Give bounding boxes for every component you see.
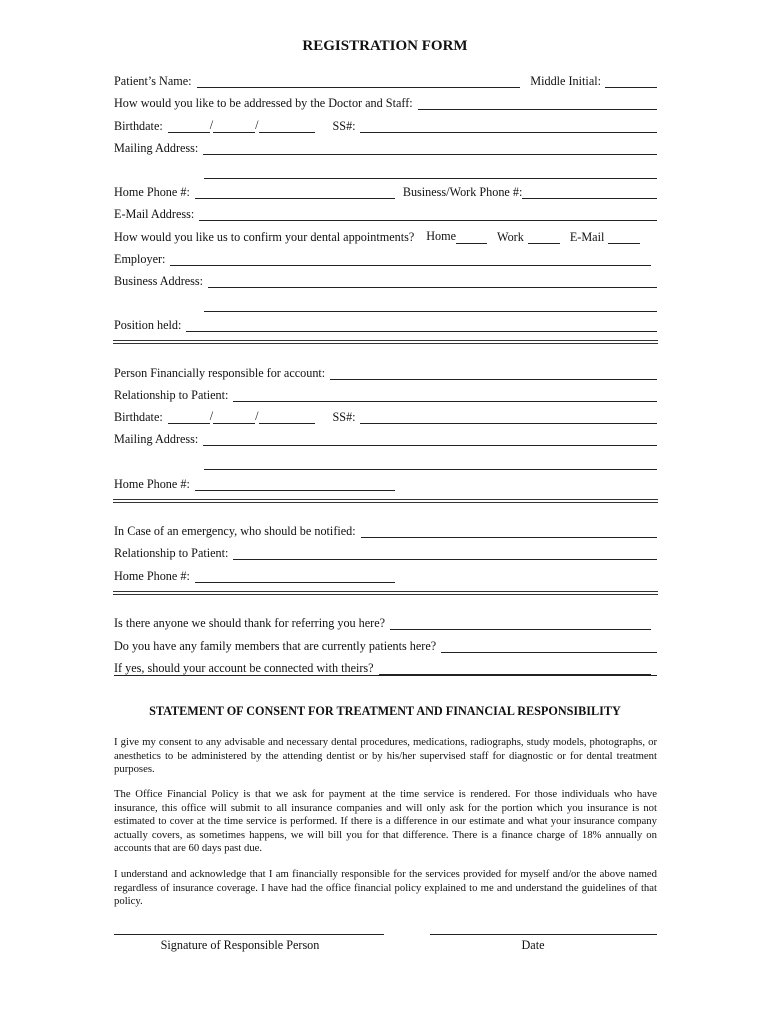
mailing-address-field[interactable] xyxy=(203,142,657,155)
section-divider xyxy=(113,499,658,503)
business-address-field[interactable] xyxy=(208,275,657,288)
emergency-relationship-row xyxy=(114,544,657,560)
patient-phone-row xyxy=(114,183,657,199)
email-field[interactable] xyxy=(199,208,657,221)
financial-birthdate-label: Birthdate: xyxy=(114,410,163,424)
date-label: Date xyxy=(521,938,545,952)
financial-birth-month-field[interactable] xyxy=(168,411,210,424)
acknowledgement-paragraph: I understand and acknowledge that I am financially responsible for the services provided for myself and/or the above named regardless of insurance coverage. I have had the office financial policy explained to me and understand the guidelines of that policy. xyxy=(114,868,657,908)
patient-mailing-row xyxy=(114,139,657,155)
emergency-phone-row xyxy=(114,567,657,583)
mailing-address-field-line2[interactable] xyxy=(204,178,657,179)
financial-birth-day-field[interactable] xyxy=(213,411,255,424)
confirm-home-label: Home xyxy=(426,229,457,243)
financial-ssn-field[interactable] xyxy=(360,411,657,424)
emergency-label: In Case of an emergency, who should be notified: xyxy=(114,524,356,538)
connected-field[interactable] xyxy=(379,662,651,675)
email-row xyxy=(114,205,657,221)
section-divider xyxy=(113,340,658,344)
confirm-email-label: E-Mail xyxy=(569,230,605,244)
birth-day-field[interactable] xyxy=(213,120,255,133)
family-label: Do you have any family members that are currently patients here? xyxy=(114,639,437,653)
financial-mailing-field-line2[interactable] xyxy=(204,469,657,470)
section-divider xyxy=(113,591,658,595)
work-phone-label: Business/Work Phone #: xyxy=(402,185,523,199)
financial-birth-year-field[interactable] xyxy=(259,411,315,424)
middle-initial-label: Middle Initial: xyxy=(530,74,601,88)
email-label: E-Mail Address: xyxy=(114,207,195,221)
financial-mailing-label: Mailing Address: xyxy=(114,432,199,446)
financial-person-field[interactable] xyxy=(330,367,657,380)
position-label: Position held: xyxy=(114,318,182,332)
emergency-relationship-field[interactable] xyxy=(233,547,657,560)
financial-relationship-field[interactable] xyxy=(233,389,657,402)
date-separator: / xyxy=(209,118,214,132)
birthdate-label: Birthdate: xyxy=(114,119,163,133)
mailing-address-label: Mailing Address: xyxy=(114,141,199,155)
ssn-label: SS#: xyxy=(332,119,356,133)
financial-person-row xyxy=(114,364,657,380)
position-row xyxy=(114,316,657,332)
middle-initial-field[interactable] xyxy=(605,75,657,88)
financial-person-label: Person Financially responsible for account: xyxy=(114,366,326,380)
financial-policy-paragraph: The Office Financial Policy is that we ask for payment at the time service is rendered. For those individuals who have insurance, this office will submit to all insurance companies and will only ask for the portion which you insurance is not estimated to cover at the time service is performed. If there is a difference in our estimate and what your insurance company actually covers, as sometimes happens, we will bill you for that difference. There is a finance charge of 18% annually on accounts that are 60 days past due. xyxy=(114,788,657,855)
business-address-field-line2[interactable] xyxy=(204,311,657,312)
birth-month-field[interactable] xyxy=(168,120,210,133)
signature-field[interactable] xyxy=(114,934,384,935)
employer-row xyxy=(114,250,657,266)
financial-mailing-row xyxy=(114,430,657,446)
financial-phone-row xyxy=(114,475,657,491)
business-address-row xyxy=(114,272,657,288)
financial-relationship-row xyxy=(114,386,657,402)
business-address-label: Business Address: xyxy=(114,274,204,288)
statement-title: STATEMENT OF CONSENT FOR TREATMENT AND FINANCIAL RESPONSIBILITY xyxy=(149,704,621,718)
financial-birthdate-row xyxy=(114,408,657,424)
work-phone-field[interactable] xyxy=(522,186,657,199)
emergency-field[interactable] xyxy=(361,525,657,538)
connected-row xyxy=(114,659,657,676)
confirm-label: How would you like us to confirm your dental appointments? xyxy=(114,230,415,244)
ssn-field[interactable] xyxy=(360,120,657,133)
confirm-email-field[interactable] xyxy=(608,231,640,244)
confirm-row xyxy=(114,228,657,244)
birth-year-field[interactable] xyxy=(259,120,315,133)
date-separator: / xyxy=(255,409,259,423)
employer-field[interactable] xyxy=(170,253,651,266)
emergency-relationship-label: Relationship to Patient: xyxy=(114,546,229,560)
employer-label: Employer: xyxy=(114,252,166,266)
addressed-row xyxy=(114,94,657,110)
date-separator: / xyxy=(209,409,214,423)
emergency-home-phone-label: Home Phone #: xyxy=(114,569,190,583)
financial-mailing-field[interactable] xyxy=(203,433,657,446)
addressed-label: How would you like to be addressed by the Doctor and Staff: xyxy=(114,96,413,110)
confirm-home-field[interactable] xyxy=(456,231,487,244)
patient-name-field[interactable] xyxy=(197,75,521,88)
referral-label: Is there anyone we should thank for referring you here? xyxy=(114,616,386,630)
connected-label: If yes, should your account be connected with theirs? xyxy=(114,661,374,675)
referral-field[interactable] xyxy=(390,617,651,630)
referral-row xyxy=(114,614,657,630)
addressed-field[interactable] xyxy=(418,97,657,110)
financial-relationship-label: Relationship to Patient: xyxy=(114,388,229,402)
patient-name-row xyxy=(114,72,657,88)
emergency-row xyxy=(114,522,657,538)
form-title: REGISTRATION FORM xyxy=(302,38,468,54)
home-phone-label: Home Phone #: xyxy=(114,185,190,199)
financial-ssn-label: SS#: xyxy=(332,410,356,424)
date-separator: / xyxy=(255,118,259,132)
patient-birthdate-row xyxy=(114,117,657,133)
financial-home-phone-field[interactable] xyxy=(195,478,395,491)
emergency-home-phone-field[interactable] xyxy=(195,570,395,583)
patient-name-label: Patient’s Name: xyxy=(114,74,192,88)
family-field[interactable] xyxy=(441,640,657,653)
signature-label: Signature of Responsible Person xyxy=(160,938,320,952)
confirm-work-label: Work xyxy=(497,230,524,244)
home-phone-field[interactable] xyxy=(195,186,395,199)
financial-home-phone-label: Home Phone #: xyxy=(114,477,190,491)
position-field[interactable] xyxy=(186,319,657,332)
confirm-work-field[interactable] xyxy=(528,231,560,244)
family-row xyxy=(114,637,657,653)
date-field[interactable] xyxy=(430,934,657,935)
consent-paragraph: I give my consent to any advisable and necessary dental procedures, medications, radiographs, study models, photographs, or anesthetics to be administered by the attending dentist or by his/her supervised staff for diagnostic or for dental treatment purposes. xyxy=(114,736,657,776)
